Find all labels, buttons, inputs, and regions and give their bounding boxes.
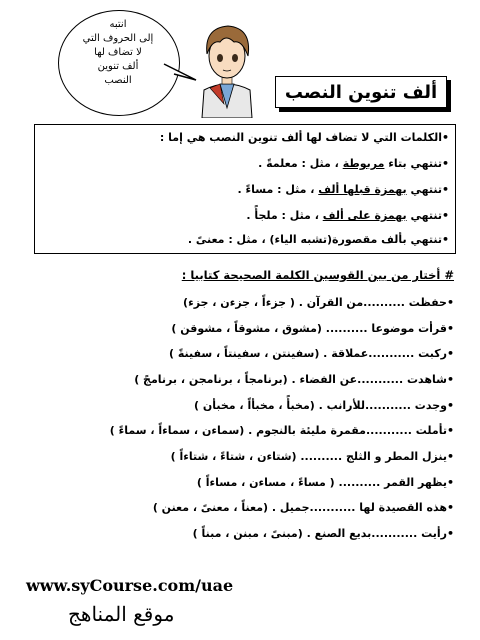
exercise-item: •حفظت ..........من القرآن . ( جزءاً ، جزءن ، جزء) <box>183 296 454 309</box>
bubble-line: لا تضاف لها <box>94 47 142 58</box>
exercise-instruction: # أختار من بين القوسين الكلمة الصحيحة كتابيا : <box>181 268 454 282</box>
exercise-item: •رأيت ...........بديع الصنع . (مبنىً ، مبنن ، مبناً ) <box>192 527 454 540</box>
exercise-item: •تأملت ...........مقمرة مليئة بالنجوم . (سماءن ، سماءاً ، سماءً ) <box>109 424 454 437</box>
bubble-text <box>70 18 166 88</box>
exercise-item: •يظهر القمر .......... ( مساءً ، مساءن ، مساءاً ) <box>196 476 454 489</box>
rule-text: •تنتهي <box>406 183 449 196</box>
bubble-line: النصب <box>104 75 132 86</box>
rule-item <box>258 157 449 170</box>
rule-text: ، مثل : مساءً . <box>237 183 319 196</box>
exercise-item: •ركبت ...........عملاقة . (سفينتن ، سفينتاً ، سفينةً ) <box>168 347 454 360</box>
rules-box <box>34 124 456 254</box>
bubble-line: إلى الحروف التي <box>82 33 154 44</box>
rule-text: •تنتهي بتاء <box>384 157 449 170</box>
rule-text: ، مثل : ملجأً . <box>246 209 323 222</box>
rule-emphasis: بهمزة على ألف <box>322 209 407 222</box>
rule-text: •تنتهي <box>406 209 449 222</box>
site-brand: موقع المناهج <box>68 602 175 626</box>
exercise-item: •وجدت ...........للأرانب . (مخبأً ، مخبأاً ، مخبأن ) <box>194 399 454 412</box>
rule-item <box>246 209 449 222</box>
bubble-line: انتبه <box>109 19 127 30</box>
exercise-item: •شاهدت ...........عن الفضاء . (برنامجاً ، برنامجن ، برنامجً ) <box>134 373 454 386</box>
rules-intro: •الكلمات التي لا تضاف لها ألف تنوين النصب هي إما : <box>159 131 449 144</box>
exercise-item: •هذه القصيدة لها ...........جميل . (معناً ، معنىً ، معنن ) <box>152 501 454 514</box>
exercise-item: •قرأت موضوعا .......... (مشوق ، مشوقاً ، مشوقن ) <box>171 322 454 335</box>
rule-item <box>188 233 449 246</box>
rule-emphasis: بهمزة قبلها ألف <box>318 183 407 196</box>
rule-emphasis: مربوطة <box>342 157 385 170</box>
page-title: ألف تنوين النصب <box>275 76 447 108</box>
rule-item <box>238 183 450 196</box>
bubble-line: ألف تنوين <box>97 61 139 72</box>
website-url[interactable]: www.syCourse.com/uae <box>26 576 234 595</box>
rule-text: ، مثل : معلمةً . <box>258 157 343 170</box>
exercise-item: •ينزل المطر و الثلج .......... (شتاءن ، شتاءً ، شتاءاً ) <box>170 450 454 463</box>
cartoon-boy-illustration <box>190 18 264 118</box>
rule-text: •تنتهي بألف مقصورة(تشبه الياء) ، مثل : معنىً . <box>187 233 449 246</box>
